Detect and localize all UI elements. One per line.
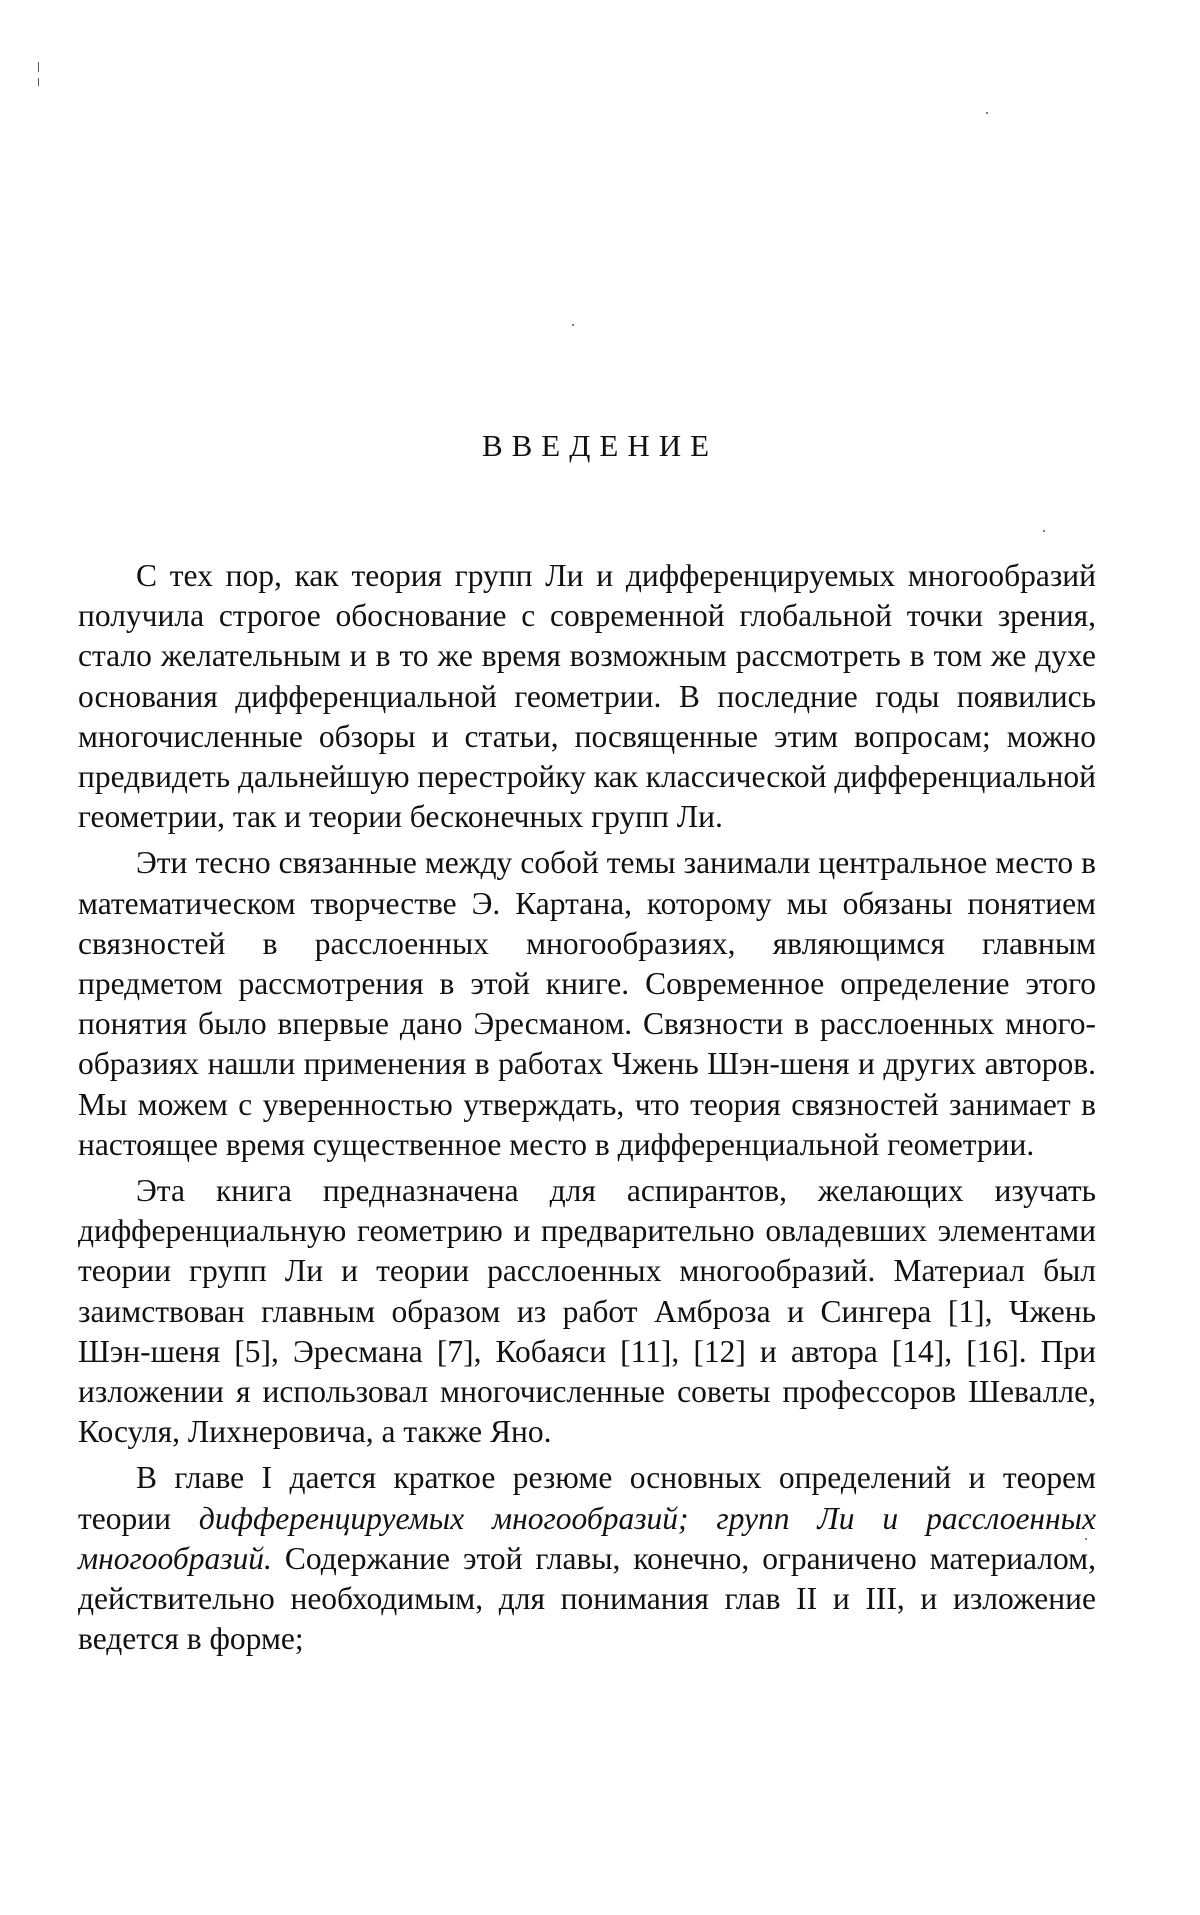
paragraph-2: Эти тесно связанные между собой темы занимали центральное место в математическом творчестве Э. Картана, которому мы обязаны понятием связностей в расслоенных многообразиях, являющимся главным предметом рассмотрения в этой книге. Современное определение этого понятия было впервые дано Эресманом. Связности в расслоенных многообразиях нашли применения в работах Чжень Шэн-шеня и других авторов. Мы можем с уверенностью утверждать, что теория связностей занимает в настоящее время существенное место в дифференциальной геометрии. xyxy=(78,845,1096,1162)
body-text xyxy=(78,556,1096,1659)
paragraph-4 xyxy=(78,1458,1096,1659)
paragraph-4-text-start: В главе I дается краткое резюме основных определений и теорем теории xyxy=(78,1460,1096,1536)
scan-speck xyxy=(38,62,39,72)
paragraph-4-text-end: Содержание этой главы, конечно, ограничено материалом, действительно необходимым, для понимания глав II и III, и изложение ведется в форме; xyxy=(78,1540,1096,1657)
paragraph-3: Эта книга предназначена для аспирантов, желающих изучать дифференциальную геометрию и предварительно овладевших элементами теории групп Ли и теории расслоенных многообразий. Материал был заимствован главным образом из работ Амброза и Сингера [1], Чжень Шэн-шеня [5], Эресмана [7], Кобаяси [11], [12] и автора [14], [16]. При изложении я использовал многочисленные советы профессоров Шевалле, Косуля, Лихнеровича, а также Яно. xyxy=(78,1173,1096,1450)
scan-speck xyxy=(38,78,39,86)
scan-speck xyxy=(572,324,574,326)
scan-speck xyxy=(986,112,988,114)
scan-speck xyxy=(1085,1538,1087,1540)
paragraph-1: С тех пор, как теория групп Ли и дифференцируемых многообразий получила строгое обоснование с современной глобальной точки зрения, стало желательным и в то же время возможным рассмотреть в том же духе основания дифференциальной геометрии. В последние годы появились многочисленные обзоры и статьи, посвященные этим вопросам; можно предвидеть дальнейшую перестройку как классической дифференциальной геометрии, так и теории бесконечных групп Ли. xyxy=(78,558,1096,835)
scan-speck xyxy=(1043,530,1045,532)
paragraph-4-italic-text: дифференцируемых многообразий; групп Ли и расслоенных многообразий. xyxy=(78,1500,1096,1576)
page-title: ВВЕДЕНИЕ xyxy=(481,428,719,463)
